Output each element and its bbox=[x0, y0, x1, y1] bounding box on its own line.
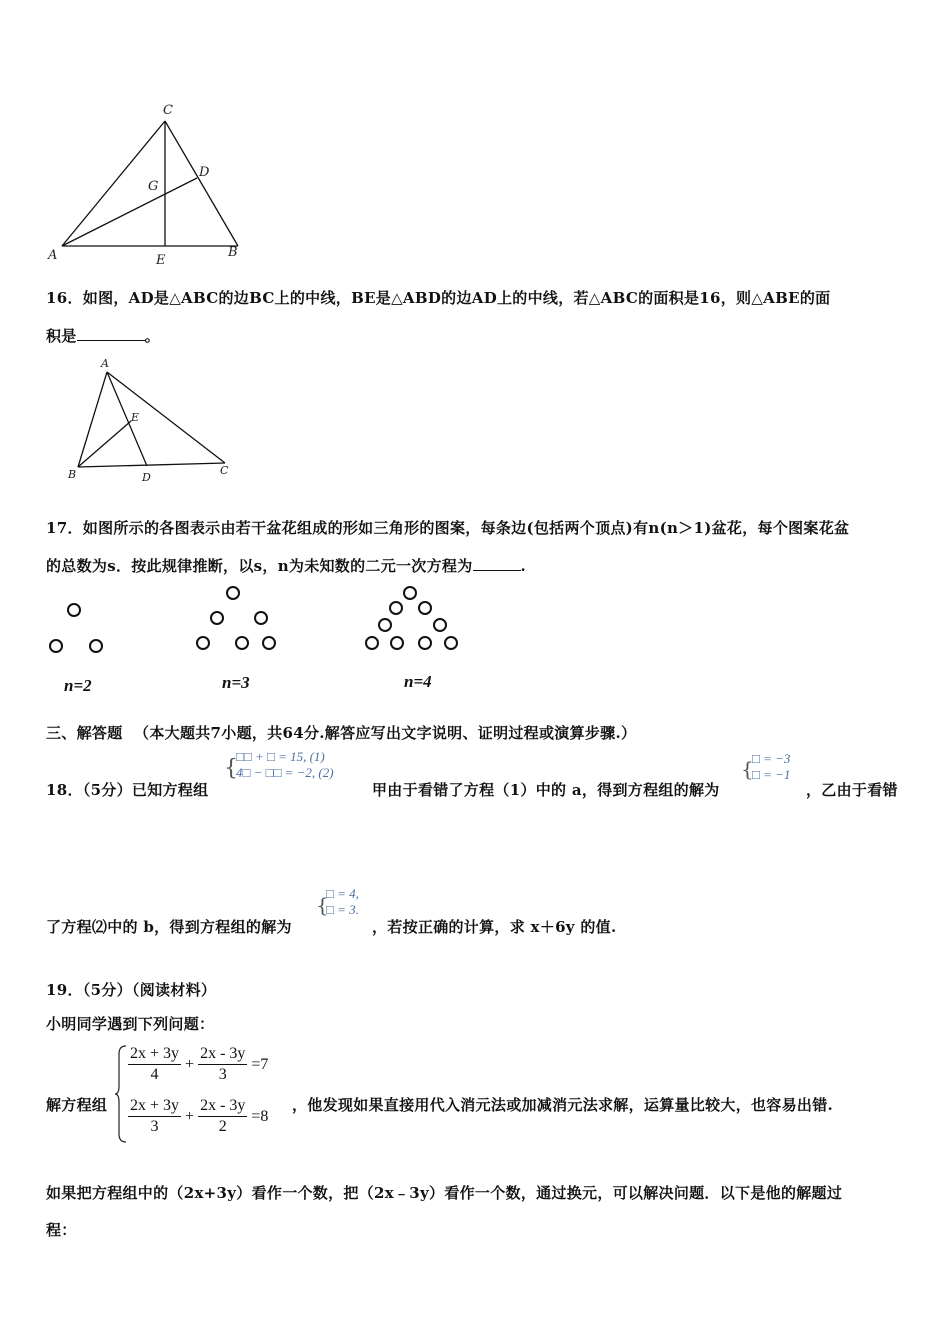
pot bbox=[419, 602, 431, 614]
pot bbox=[379, 619, 391, 631]
q18-line1-after: ，乙由于看错 bbox=[806, 781, 898, 799]
q19-intro: 小明同学遇到下列问题： bbox=[46, 1015, 215, 1033]
pot bbox=[227, 587, 239, 599]
q18-line2-prefix: 了方程⑵中的 b，得到方程组的解为 bbox=[46, 918, 292, 936]
label-a: A bbox=[101, 357, 109, 370]
pot bbox=[211, 612, 223, 624]
q19-solve-label: 解方程组 bbox=[46, 1096, 108, 1114]
label-b: B bbox=[68, 468, 77, 481]
section3-note: （本大题共7小题，共64分.解答应写出文字说明、证明过程或演算步骤.） bbox=[134, 724, 637, 742]
pot bbox=[263, 637, 275, 649]
q18-solution2-x: □ = 4, bbox=[326, 886, 359, 901]
fraction: $\frac{2x - 3y}{2}$ bbox=[200, 1097, 246, 1135]
q16-answer-blank[interactable] bbox=[77, 340, 145, 341]
label-a: A bbox=[48, 248, 58, 263]
segment-be bbox=[78, 421, 131, 467]
fraction: $\frac{2x - 3y}{3}$ bbox=[200, 1045, 246, 1083]
pattern-label-n2: n=2 bbox=[64, 676, 92, 695]
q18-line2-suffix: ，若按正确的计算，求 x＋6y 的值. bbox=[372, 918, 617, 936]
q19-header: 19．（5分）（阅读材料） bbox=[46, 981, 217, 999]
label-e: E bbox=[131, 411, 140, 424]
pattern-label-n4: n=4 bbox=[404, 672, 432, 691]
q18-solution2-y: □ = 3. bbox=[326, 902, 359, 917]
pot bbox=[404, 587, 416, 599]
q18-solution1-y: □ = −1 bbox=[752, 767, 791, 782]
q16-line1: 16．如图，AD是△ABC的边BC上的中线，BE是△ABD的边AD上的中线，若△ABC的面积是16，则△ABE的面 bbox=[46, 289, 831, 307]
segment-cb bbox=[165, 121, 238, 246]
q17-line2-suffix: . bbox=[520, 557, 527, 575]
q18-system-eq1: □□ + □ = 15, (1) bbox=[236, 749, 325, 764]
figure-triangle-top bbox=[40, 98, 270, 268]
q19-after-system: ，他发现如果直接用代入消元法或加减消元法求解，运算量比较大，也容易出错. bbox=[292, 1096, 834, 1114]
q18-system-brace: { bbox=[224, 756, 238, 781]
segment-ab bbox=[78, 372, 107, 467]
label-g: G bbox=[148, 179, 159, 194]
q16-line2-suffix: 。 bbox=[144, 327, 160, 345]
figure-triangle-q16 bbox=[60, 355, 250, 485]
q19-equation-2: $\frac{2x + 3y}{3}$ + $\frac{2x - 3y}{2}$ =8 bbox=[130, 1097, 269, 1135]
pot bbox=[434, 619, 446, 631]
pot bbox=[391, 637, 403, 649]
q17-line2-prefix: 的总数为s．按此规律推断，以s，n为未知数的二元一次方程为 bbox=[46, 557, 473, 575]
q19-paragraph-line2: 程： bbox=[46, 1221, 77, 1239]
q18-line1-middle: 甲由于看错了方程（1）中的 a，得到方程组的解为 bbox=[372, 781, 720, 799]
pot bbox=[236, 637, 248, 649]
pattern-label-n3: n=3 bbox=[222, 673, 250, 692]
pot bbox=[68, 604, 80, 616]
segment-bc bbox=[78, 463, 225, 467]
flowerpot-patterns bbox=[40, 580, 480, 660]
q18-solution1 bbox=[752, 751, 790, 783]
pot bbox=[197, 637, 209, 649]
q16-line2 bbox=[46, 325, 160, 346]
q19-system-brace bbox=[114, 1044, 128, 1144]
label-d: D bbox=[199, 165, 210, 180]
segment-ac bbox=[107, 372, 225, 463]
segment-ad bbox=[62, 178, 197, 246]
label-e: E bbox=[156, 253, 166, 268]
pot bbox=[50, 640, 62, 652]
q18-system bbox=[236, 749, 334, 781]
q18-line1-prefix: 18．（5分）已知方程组 bbox=[46, 781, 209, 799]
section3-title: 三、解答题 bbox=[46, 724, 123, 742]
section3-header bbox=[46, 722, 636, 743]
pot bbox=[445, 637, 457, 649]
pot bbox=[255, 612, 267, 624]
q18-system-eq2: 4□ − □□ = −2, (2) bbox=[236, 765, 334, 780]
q19-equation-1: $\frac{2x + 3y}{4}$ + $\frac{2x - 3y}{3}$ =7 bbox=[130, 1045, 269, 1083]
fraction: $\frac{2x + 3y}{3}$ bbox=[130, 1097, 180, 1135]
segment-ad bbox=[107, 372, 147, 466]
q17-answer-blank[interactable] bbox=[473, 570, 521, 571]
label-b: B bbox=[228, 245, 238, 260]
q18-solution2-brace: { bbox=[316, 893, 329, 917]
q18-solution1-x: □ = −3 bbox=[752, 751, 791, 766]
pot bbox=[90, 640, 102, 652]
pot bbox=[390, 602, 402, 614]
q16-line2-prefix: 积是 bbox=[46, 327, 77, 345]
q18-solution2 bbox=[326, 886, 359, 918]
q18-solution1-brace: { bbox=[741, 757, 754, 781]
label-c: C bbox=[220, 464, 229, 477]
pot bbox=[419, 637, 431, 649]
q19-paragraph-line1: 如果把方程组中的（2x+3y）看作一个数，把（2x﹣3y）看作一个数，通过换元，可以解决问题．以下是他的解题过 bbox=[46, 1184, 843, 1202]
pot bbox=[366, 637, 378, 649]
fraction: $\frac{2x + 3y}{4}$ bbox=[130, 1045, 180, 1083]
label-c: C bbox=[163, 103, 173, 118]
label-d: D bbox=[142, 471, 151, 484]
q17-line2 bbox=[46, 555, 526, 576]
q17-line1: 17．如图所示的各图表示由若干盆花组成的形如三角形的图案，每条边(包括两个顶点)有n(n＞1)盆花，每个图案花盆 bbox=[46, 519, 850, 537]
